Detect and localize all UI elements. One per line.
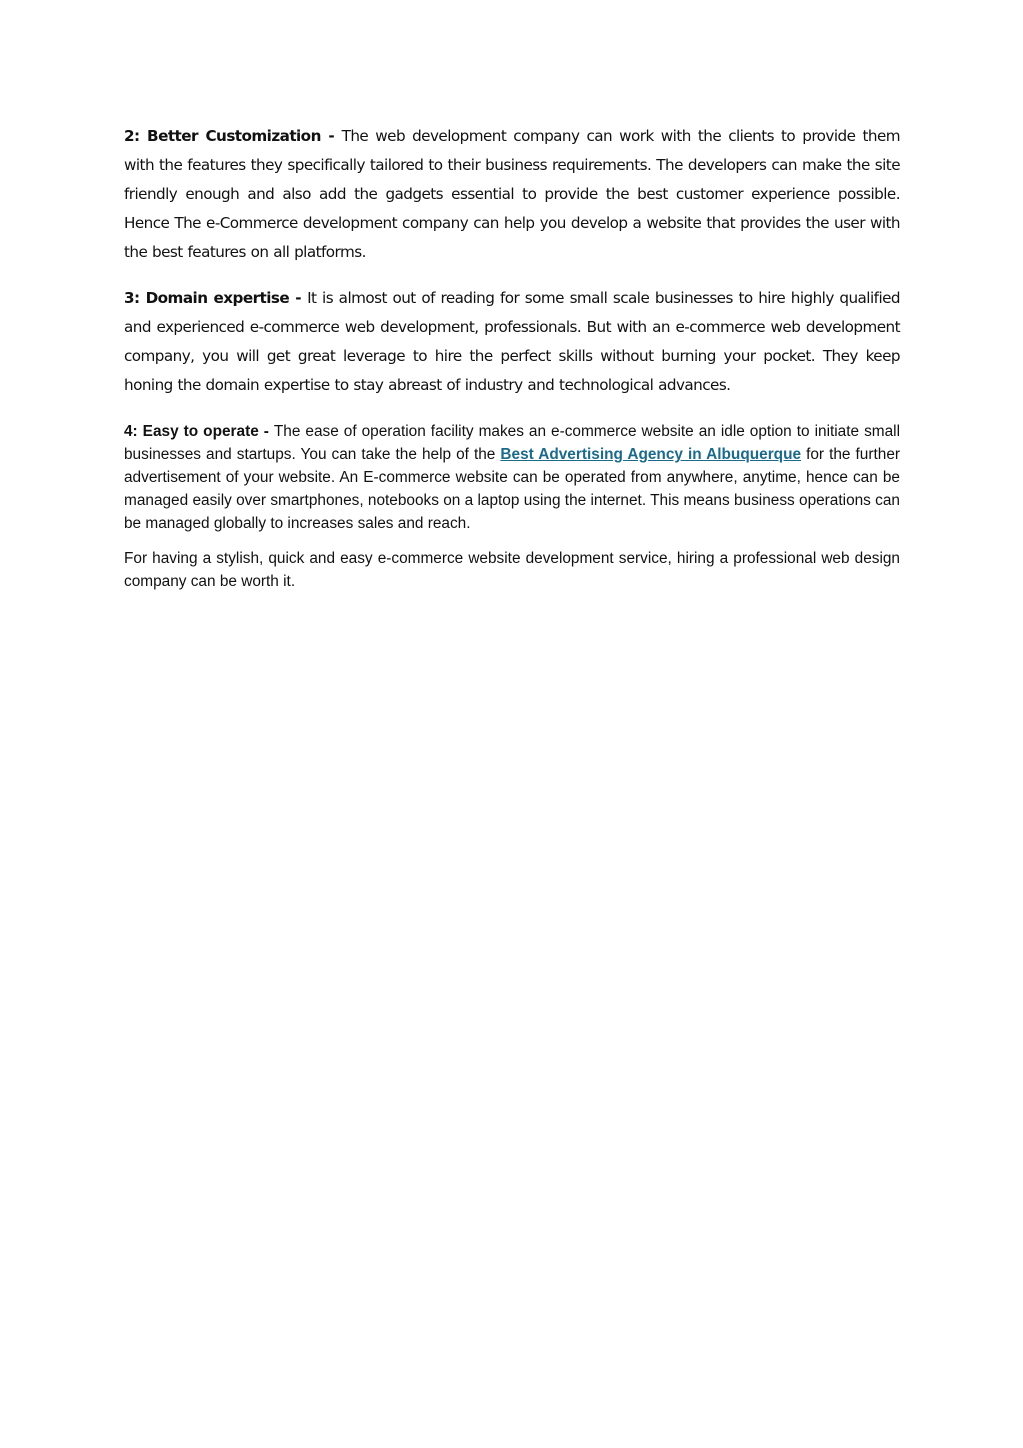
section-heading: 2: Better Customization - xyxy=(124,127,342,145)
section-easy-to-operate xyxy=(124,420,900,535)
section-better-customization xyxy=(124,122,900,267)
section-body-before-link: The ease of operation facility makes an e-commerce website an idle option to initiate small businesses and startups. You can take the help of the xyxy=(124,423,900,463)
section-body: It is almost out of reading for some small scale businesses to hire highly qualified and experienced e-commerce web development, professionals. But with an e-commerce web development company, you will get great leverage to hire the perfect skills without burning your pocket. They keep honing the domain expertise to stay abreast of industry and technological advances. xyxy=(124,289,901,394)
section-domain-expertise xyxy=(124,284,900,400)
section-heading: 3: Domain expertise - xyxy=(124,289,308,307)
section-body: The web development company can work with the clients to provide them with the features they specifically tailored to their business requirements. The developers can make the site friendly enough and also add the gadgets essential to provide the best customer experience possible. Hence The e-Commerce development company can help you develop a website that provides the user with the best features on all platforms. xyxy=(124,127,900,261)
closing-paragraph: For having a stylish, quick and easy e-commerce website development service, hiring a professional web design company can be worth it. xyxy=(124,550,900,590)
document-page xyxy=(124,122,900,605)
advertising-agency-link[interactable]: Best Advertising Agency in Albuquerque xyxy=(500,446,802,463)
section-heading: 4: Easy to operate - xyxy=(124,423,274,440)
section-body-after-link: for the further advertisement of your website. An E-commerce website can be operated from anywhere, anytime, hence can be managed easily over smartphones, notebooks on a laptop using the internet. This means business operations can be managed globally to increases sales and reach. xyxy=(124,446,900,532)
